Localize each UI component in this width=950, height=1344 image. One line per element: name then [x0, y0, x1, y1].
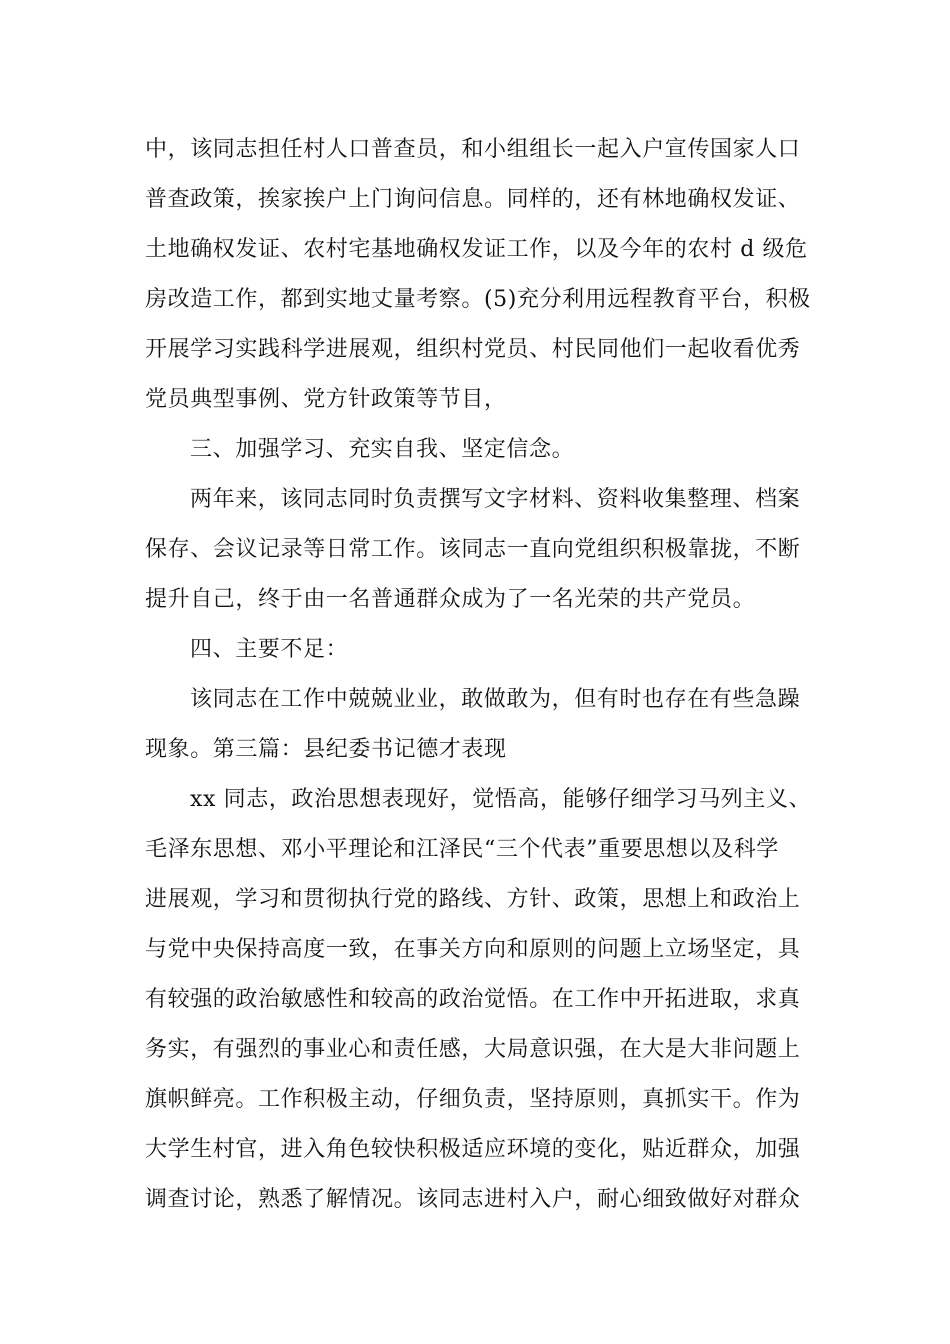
- text-line: 中，该同志担任村人口普查员，和小组组长一起入户宣传国家人口: [145, 137, 801, 162]
- text-line: 与党中央保持高度一致，在事关方向和原则的问题上立场坚定，具: [145, 937, 801, 962]
- text-line: 调查讨论，熟悉了解情况。该同志进村入户，耐心细致做好对群众: [145, 1187, 801, 1212]
- text-line: 普查政策，挨家挨户上门询问信息。同样的，还有林地确权发证、: [145, 187, 801, 212]
- text-line: 提升自己，终于由一名普通群众成为了一名光荣的共产党员。: [145, 587, 756, 612]
- text-line: 有较强的政治敏感性和较高的政治觉悟。在工作中开拓进取，求真: [145, 987, 801, 1012]
- text-line: xx 同志，政治思想表现好，觉悟高，能够仔细学习马列主义、: [190, 787, 812, 812]
- text-line: 该同志在工作中兢兢业业，敢做敢为，但有时也存在有些急躁: [190, 687, 801, 712]
- text-line: 党员典型事例、党方针政策等节目，: [145, 387, 507, 412]
- section-heading: 三、加强学习、充实自我、坚定信念。: [190, 437, 575, 462]
- text-line: 房改造工作，都到实地丈量考察。(5)充分利用远程教育平台，积极: [145, 287, 811, 312]
- text-line: 现象。第三篇：县纪委书记德才表现: [145, 737, 507, 762]
- text-line: 毛泽东思想、邓小平理论和江泽民“三个代表”重要思想以及科学: [145, 837, 779, 862]
- text-line: 务实，有强烈的事业心和责任感，大局意识强，在大是大非问题上: [145, 1037, 801, 1062]
- section-heading: 四、主要不足：: [190, 637, 349, 662]
- text-line: 保存、会议记录等日常工作。该同志一直向党组织积极靠拢，不断: [145, 537, 801, 562]
- text-line: 开展学习实践科学进展观，组织村党员、村民同他们一起收看优秀: [145, 337, 801, 362]
- text-line: 两年来，该同志同时负责撰写文字材料、资料收集整理、档案: [190, 487, 801, 512]
- text-line: 进展观，学习和贯彻执行党的路线、方针、政策，思想上和政治上: [145, 887, 801, 912]
- text-line: 土地确权发证、农村宅基地确权发证工作，以及今年的农村 d 级危: [145, 237, 808, 262]
- text-line: 旗帜鲜亮。工作积极主动，仔细负责，坚持原则，真抓实干。作为: [145, 1087, 801, 1112]
- text-line: 大学生村官，进入角色较快积极适应环境的变化，贴近群众，加强: [145, 1137, 801, 1162]
